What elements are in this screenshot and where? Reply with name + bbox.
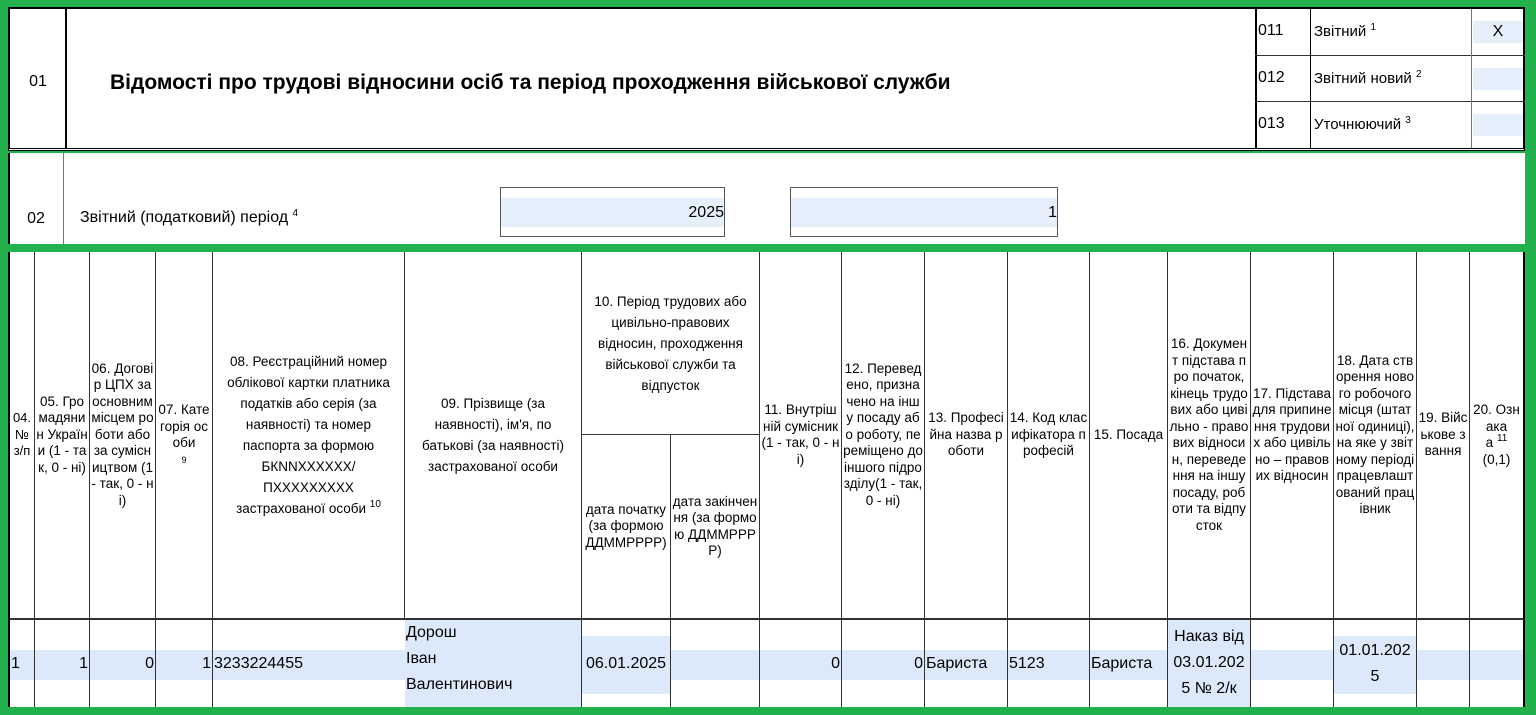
cell-c14[interactable]: 5123 — [1008, 620, 1090, 707]
cell-c08[interactable]: 3233224455 — [213, 620, 405, 707]
header-c18: 18. Дата створення нового робочого місця (штатної одиниці), на яке у звітному періоді працевлаштований працівник — [1334, 252, 1417, 620]
report-type-value-013[interactable] — [1473, 114, 1523, 136]
report-type-code: 012 — [1258, 69, 1285, 86]
first-name: Іван — [406, 650, 437, 667]
header-c09: 09. Прізвище (за наявності), ім'я, по батькові (за наявності) застрахованої особи — [405, 252, 582, 620]
patronymic: Валентинович — [406, 676, 513, 693]
header-c19: 19. Військове звання — [1417, 252, 1470, 620]
form-title: Відомості про трудові відносини осіб та період проходження військової служби — [110, 71, 951, 94]
header-c17: 17. Підстава для припинення трудових або цивільно – правових відносин — [1251, 252, 1334, 620]
header-c07: 07. Категорія особи 9 — [156, 252, 213, 620]
header-c20: 20. Ознака а $^{11}$ (0,1) — [1470, 252, 1525, 620]
header-c10-group: 10. Період трудових або цивільно-правових відносин, проходження військової служби та відпусток — [582, 252, 760, 435]
report-type-row-013 — [1255, 101, 1525, 146]
divider — [1471, 9, 1472, 148]
cell-c13[interactable]: Бариста — [925, 620, 1008, 707]
header-c15: 15. Посада — [1090, 252, 1168, 620]
year-field[interactable] — [500, 187, 725, 237]
period-value: 1 — [791, 198, 1057, 227]
report-type-value-011[interactable]: X — [1473, 21, 1523, 43]
header-c05: 05. Громадянин України (1 - так, 0 - ні) — [35, 252, 90, 620]
surname: Дорош — [406, 624, 457, 641]
section-code: 01 — [29, 73, 47, 90]
report-type-value-012[interactable] — [1473, 68, 1523, 90]
header-c08: 08. Реєстраційний номер облікової картки платника податків або серія (за наявності) та номер паспорта за формою БКNNXXXXXX/ ПXXXXXXXXX застрахованої особи $^{10}$ — [213, 252, 405, 620]
report-type-label: Звітний новий $^2$ — [1314, 69, 1422, 87]
employees-table — [8, 252, 1525, 707]
cell-c18[interactable]: 01.01.2025 — [1334, 620, 1417, 707]
period-label: Звітний (податковий) період $^4$ — [80, 208, 299, 226]
divider — [63, 153, 64, 244]
header-c04: 04. № з/п — [10, 252, 35, 620]
cell-c09[interactable] — [405, 620, 582, 707]
header-c12: 12. Переведено, призначено на іншу посаду або роботу, переміщено до іншого підрозділу(1 - так, 0 - ні) — [842, 252, 925, 620]
cell-c20[interactable] — [1470, 620, 1525, 707]
report-type-row-012 — [1255, 55, 1525, 100]
section-code: 02 — [27, 210, 45, 227]
header-c10a: дата початку (за формою ДДММРРРР) — [582, 435, 671, 620]
year-value: 2025 — [501, 198, 724, 227]
cell-c10b[interactable] — [671, 620, 760, 707]
cell-c07[interactable]: 1 — [156, 620, 213, 707]
period-field[interactable] — [790, 187, 1058, 237]
report-type-label: Уточнюючий $^3$ — [1314, 115, 1411, 133]
report-type-row-011 — [1255, 9, 1525, 54]
cell-c15[interactable]: Бариста — [1090, 620, 1168, 707]
cell-c12[interactable]: 0 — [842, 620, 925, 707]
section-02-period — [8, 153, 1525, 244]
divider — [8, 153, 10, 244]
header-c11: 11. Внутрішній сумісник (1 - так, 0 - ні) — [760, 252, 842, 620]
header-c13: 13. Професійна назва роботи — [925, 252, 1008, 620]
report-type-label: Звітний $^1$ — [1314, 22, 1377, 40]
report-type-code: 013 — [1258, 115, 1285, 132]
header-c16: 16. Документ підстава про початок, кінець трудових або цивільно - правових відносин, переведення на іншу посаду, роботи та відпусток — [1168, 252, 1251, 620]
report-type-code: 011 — [1258, 22, 1284, 39]
cell-c04[interactable]: 1 — [10, 620, 35, 707]
divider — [65, 9, 67, 148]
cell-c11[interactable]: 0 — [760, 620, 842, 707]
section-01-title-block — [8, 7, 1525, 151]
cell-c06[interactable]: 0 — [90, 620, 156, 707]
header-c14: 14. Код класифікатора професій — [1008, 252, 1090, 620]
cell-c19[interactable] — [1417, 620, 1470, 707]
cell-c10a[interactable]: 06.01.2025 — [582, 620, 671, 707]
cell-c16[interactable]: Наказ від 03.01.2025 № 2/к — [1168, 620, 1251, 707]
header-c06: 06. Договір ЦПХ за основним місцем роботи або за сумісництвом (1 - так, 0 - ні) — [90, 252, 156, 620]
divider — [1310, 9, 1311, 148]
header-c10b: дата закінчення (за формою ДДММРРРР) — [671, 435, 760, 620]
cell-c05[interactable]: 1 — [35, 620, 90, 707]
cell-c17[interactable] — [1251, 620, 1334, 707]
